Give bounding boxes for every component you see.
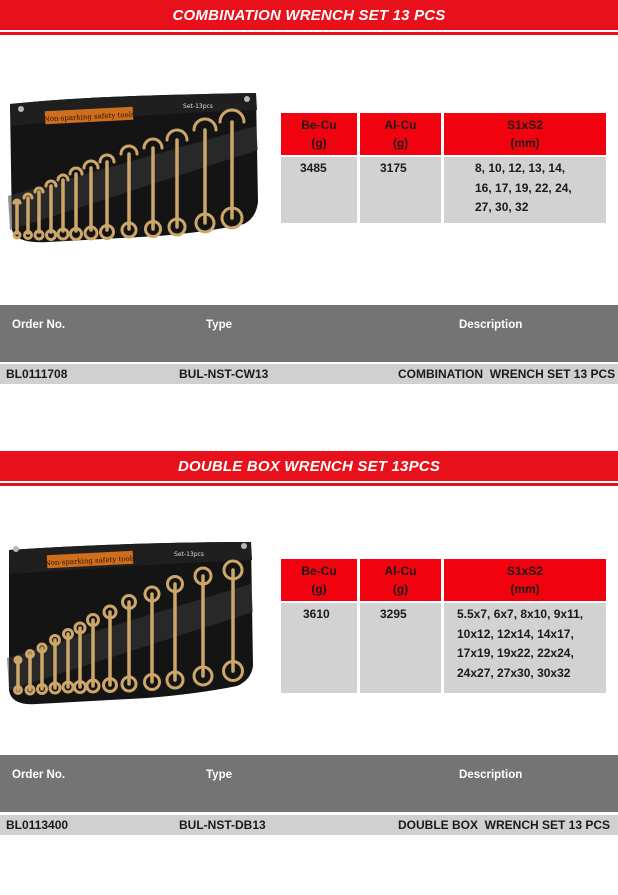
type-header: Type [206,769,232,781]
type-header: Type [206,319,232,331]
header-unit: (g) [311,136,327,150]
header-line: Al-Cu [384,564,417,578]
be-cu-value: 3610 [303,607,330,621]
order-no: BL0111708 [6,367,68,381]
al-cu-value: 3295 [380,607,407,621]
section-2-order-header [0,755,618,812]
pouch-label: Non-sparking safety tools [44,554,136,568]
size-line: 8, 10, 12, 13, 14, [475,161,566,175]
section-1-order-row [0,364,618,384]
spec-header-sizes [444,559,606,601]
spec-cell-al-cu [360,157,441,223]
section-2-order-row [0,815,618,835]
order-no: BL0113400 [6,818,69,832]
section-2-title: DOUBLE BOX WRENCH SET 13PCS [0,451,618,481]
header-line: S1xS2 [506,564,544,578]
order-no-header: Order No. [12,319,66,331]
sizes-list [444,157,606,218]
double-box-wrench-set-photo [7,540,255,708]
section-2-spec-table [281,559,606,693]
header-unit: (mm) [510,136,540,150]
be-cu-value: 3485 [300,161,327,175]
spec-header-be-cu [281,559,357,601]
section-1-spec-table [281,113,606,223]
sizes-list [444,603,606,683]
spec-cell-be-cu [281,157,357,223]
pouch-label: Non-sparking safety tools [43,110,135,124]
size-line: 27, 30, 32 [475,200,529,214]
header-line: Be-Cu [301,118,337,132]
product-description: DOUBLE BOX WRENCH SET 13 PCS [398,818,611,832]
pouch-set-label: Set-13pcs [174,551,204,558]
size-line: 24x27, 27x30, 30x32 [457,665,571,680]
section-1-title: COMBINATION WRENCH SET 13 PCS [0,0,618,30]
header-line: Al-Cu [384,118,417,132]
header-unit: (g) [392,582,409,596]
header-unit: (g) [392,136,409,150]
product-type: BUL-NST-DB13 [179,818,266,832]
header-line: Be-Cu [301,564,337,578]
description-header: Description [459,319,523,331]
header-unit: (g) [311,582,327,596]
section-1-divider [0,32,618,35]
size-line: 5.5x7, 6x7, 8x10, 9x11, [457,607,584,621]
header-line: S1xS2 [506,118,544,132]
section-2-divider [0,483,618,486]
size-line: 16, 17, 19, 22, 24, [475,180,572,195]
spec-header-al-cu [360,559,441,601]
spec-cell-sizes [444,603,606,693]
spec-header-be-cu [281,113,357,155]
spec-header-al-cu [360,113,441,155]
al-cu-value: 3175 [380,161,407,175]
size-line: 17x19, 19x22, 22x24, [457,646,574,660]
spec-cell-be-cu [281,603,357,693]
description-header: Description [459,769,523,781]
header-unit: (mm) [510,582,540,596]
product-description: COMBINATION WRENCH SET 13 PCS [398,367,616,381]
product-type: BUL-NST-CW13 [179,367,269,381]
spec-header-sizes [444,113,606,155]
pouch-set-label: Set-13pcs [183,103,213,110]
section-1-order-header [0,305,618,362]
combination-wrench-set-photo [8,90,260,246]
size-line: 10x12, 12x14, 14x17, [457,626,574,641]
spec-cell-al-cu [360,603,441,693]
order-no-header: Order No. [12,769,66,781]
spec-cell-sizes [444,157,606,223]
